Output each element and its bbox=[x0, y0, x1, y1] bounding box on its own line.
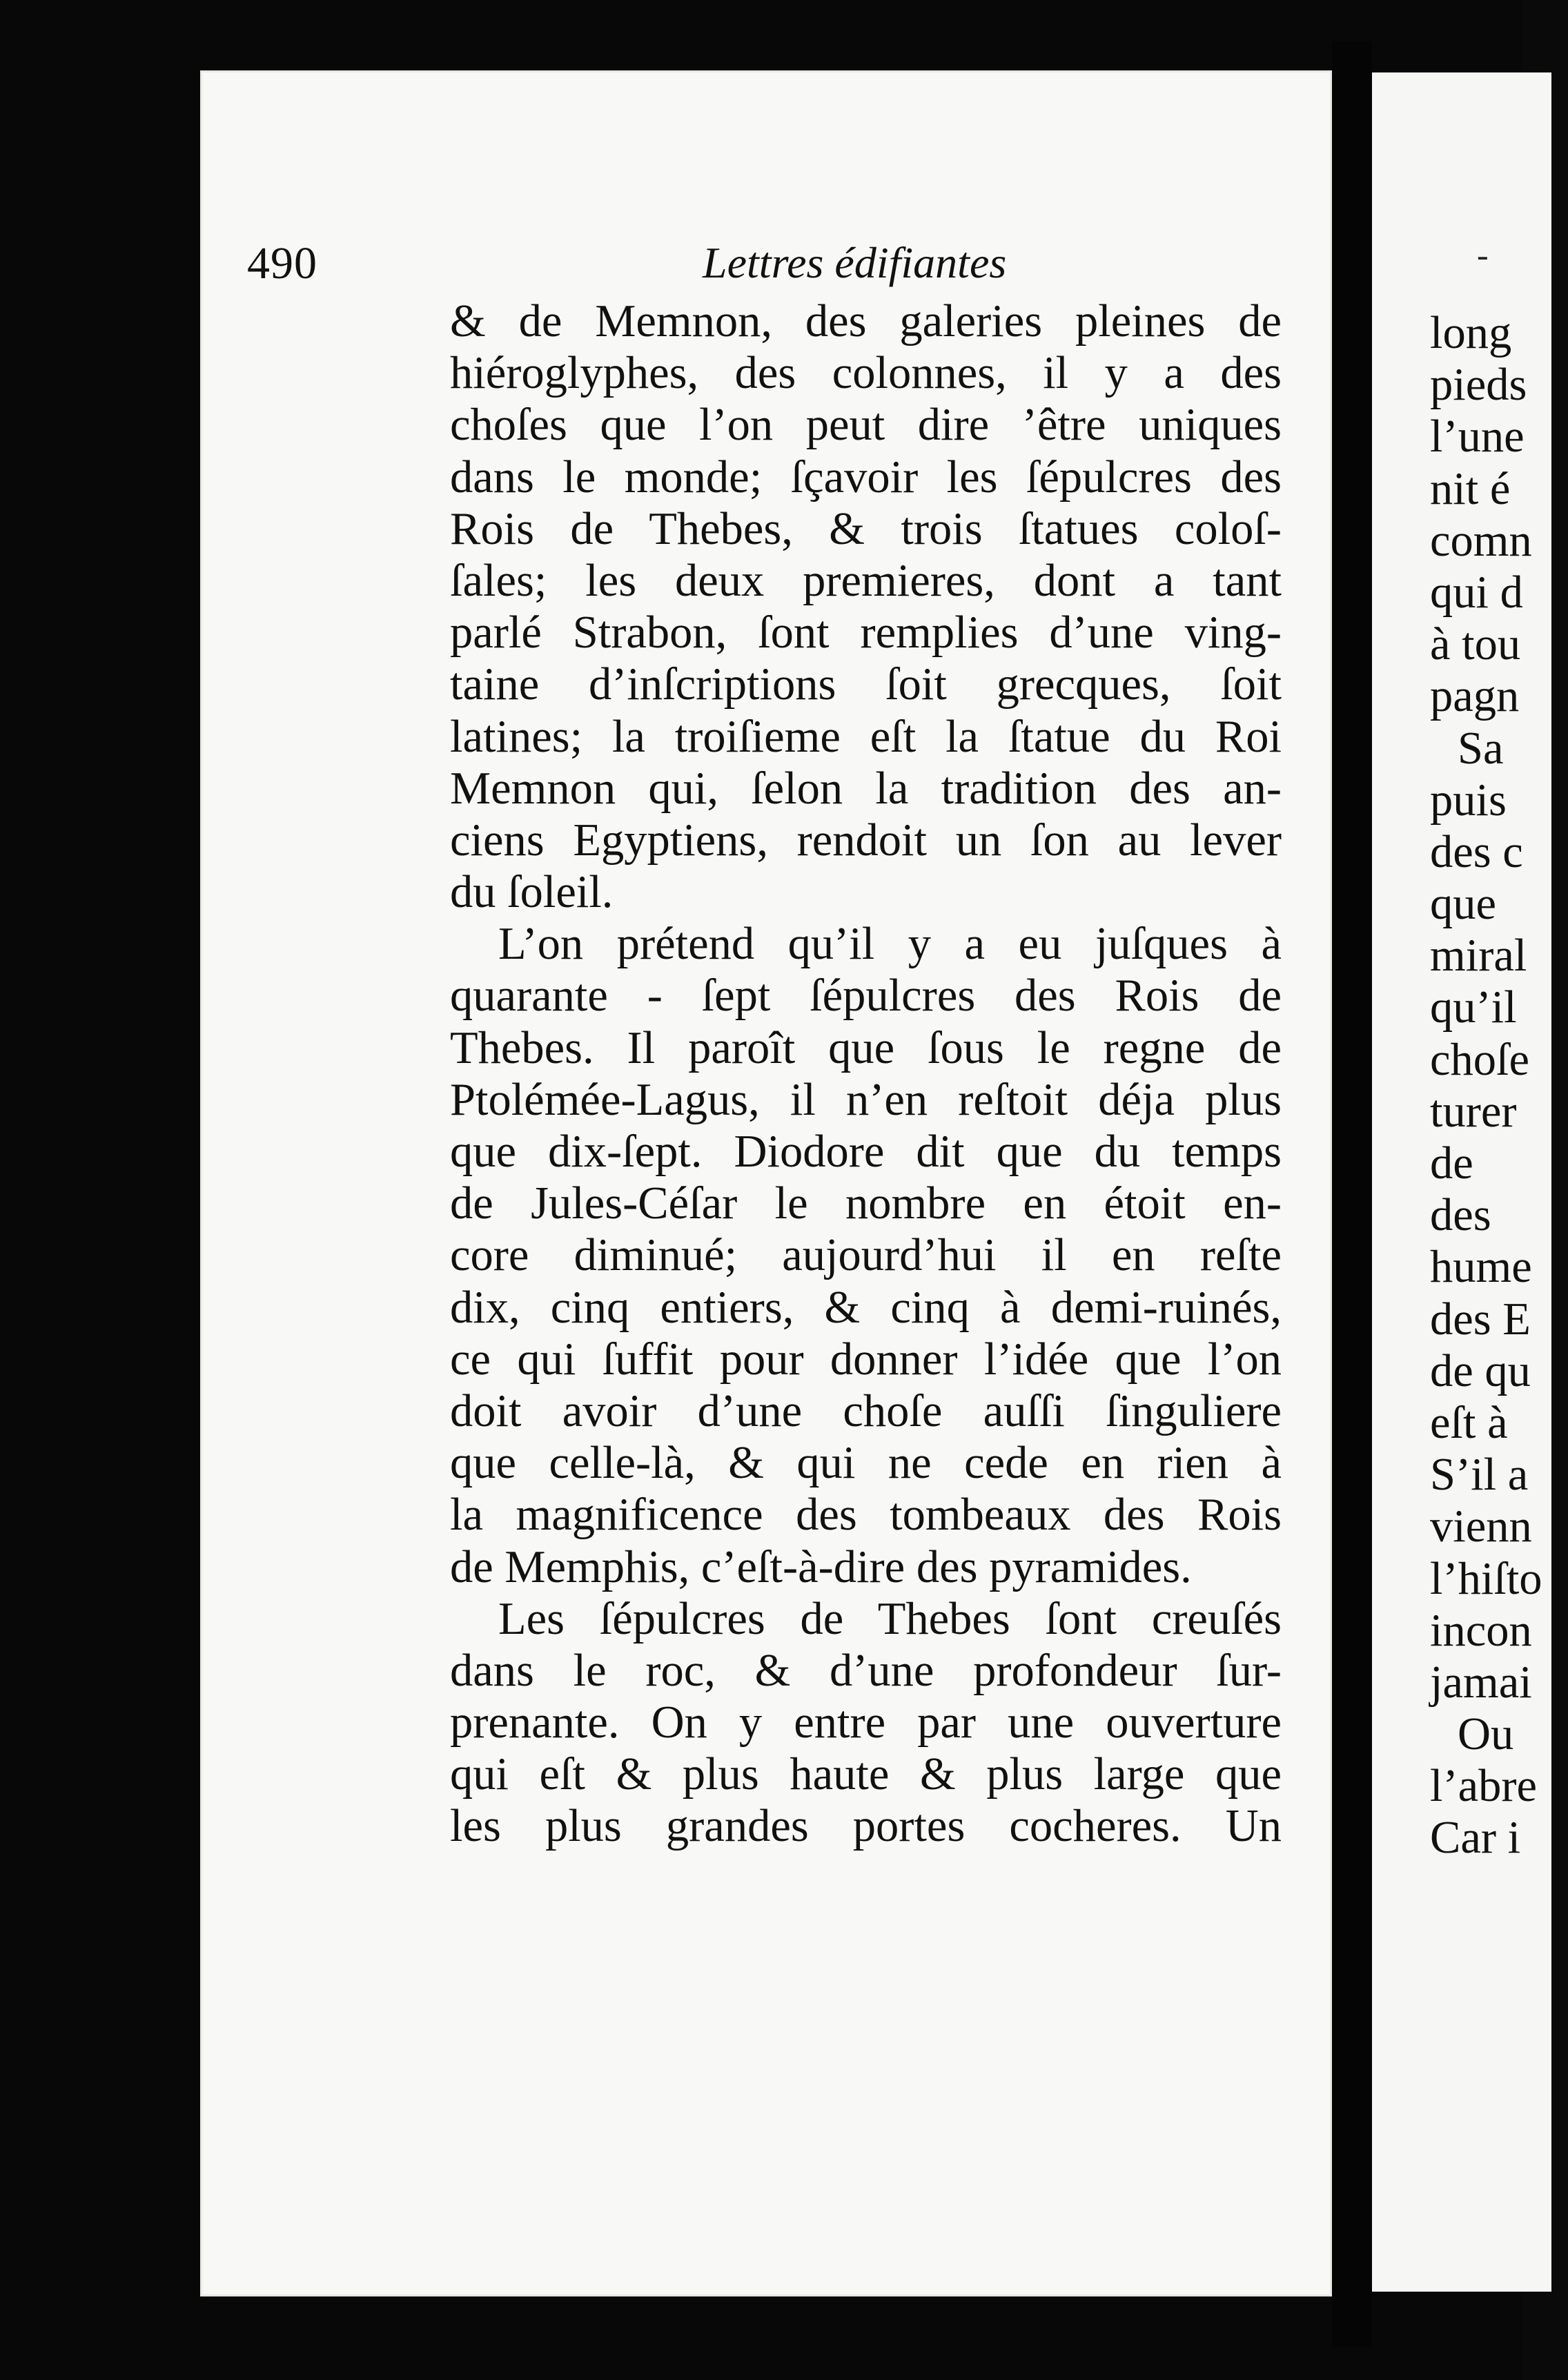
right-page-text-line: de bbox=[1430, 1138, 1473, 1189]
text-line: taine d’inſcriptions ſoit grecques, ſoit bbox=[450, 659, 1282, 710]
running-head bbox=[247, 235, 1286, 297]
text-line: latines; la troiſieme eſt la ſtatue du Roi bbox=[450, 711, 1282, 762]
text-line: ce qui ſuffit pour donner l’idée que l’on bbox=[450, 1334, 1282, 1385]
right-page-text-line: eſt à bbox=[1430, 1397, 1508, 1448]
text-line: ciens Egyptiens, rendoit un ſon au lever bbox=[450, 815, 1282, 866]
text-line: que celle-là, & qui ne cede en rien à bbox=[450, 1438, 1282, 1489]
text-line: L’on prétend qu’il y a eu juſques à bbox=[498, 919, 1282, 970]
text-line: les plus grandes portes cocheres. Un bbox=[450, 1801, 1282, 1852]
text-line: dix, cinq entiers, & cinq à demi-ruinés, bbox=[450, 1282, 1282, 1333]
right-page-text-line: incon bbox=[1430, 1605, 1532, 1656]
right-page-text-line: long bbox=[1430, 308, 1512, 358]
text-line: quarante - ſept ſépulcres des Rois de bbox=[450, 970, 1282, 1022]
text-line: & de Memnon, des galeries pleines de bbox=[450, 296, 1282, 347]
right-page-text-line: des bbox=[1430, 1190, 1491, 1241]
text-line: parlé Strabon, ſont remplies d’une ving- bbox=[450, 607, 1282, 659]
right-page-text-line: Car i bbox=[1430, 1813, 1521, 1864]
text-line: dans le monde; ſçavoir les ſépulcres des bbox=[450, 451, 1282, 503]
text-line: Thebes. Il paroît que ſous le regne de bbox=[450, 1022, 1282, 1073]
right-page-text-line: l’hiſto bbox=[1430, 1553, 1542, 1604]
text-line: la magnificence des tombeaux des Rois bbox=[450, 1490, 1282, 1541]
right-page-text-line: pieds bbox=[1430, 360, 1527, 411]
text-line: choſes que l’on peut dire ’être uniques bbox=[450, 400, 1282, 451]
right-page-text-line: Sa bbox=[1458, 723, 1504, 774]
text-line: que dix-ſept. Diodore dit que du temps bbox=[450, 1126, 1282, 1177]
text-line: de Jules-Céſar le nombre en étoit en- bbox=[450, 1178, 1282, 1229]
right-page-text-line: nit é bbox=[1430, 463, 1511, 514]
text-line: Rois de Thebes, & trois ſtatues coloſ- bbox=[450, 503, 1282, 554]
right-page-text-line: que bbox=[1430, 879, 1497, 930]
text-line: Memnon qui, ſelon la tradition des an- bbox=[450, 763, 1282, 814]
text-line: core diminué; aujourd’hui il en reſte bbox=[450, 1230, 1282, 1281]
text-line: du ſoleil. bbox=[450, 867, 614, 918]
text-line: prenante. On y entre par une ouverture bbox=[450, 1697, 1282, 1748]
text-line: hiéroglyphes, des colonnes, il y a des bbox=[450, 348, 1282, 399]
text-line: qui eſt & plus haute & plus large que bbox=[450, 1749, 1282, 1800]
right-page-text-line: vienn bbox=[1430, 1501, 1532, 1552]
right-page-text-line: qui d bbox=[1430, 567, 1523, 618]
right-page-text-line: S’il a bbox=[1430, 1450, 1529, 1501]
right-page-text-line: choſe bbox=[1430, 1034, 1530, 1085]
right-page-text-line: l’abre bbox=[1430, 1761, 1538, 1812]
right-page-body-text bbox=[1430, 307, 1568, 1864]
right-page-text-line: de qu bbox=[1430, 1345, 1531, 1396]
page-number: 490 bbox=[247, 238, 317, 289]
book-gutter bbox=[1332, 41, 1372, 2347]
text-line: Ptolémée-Lagus, il n’en reſtoit déja plus bbox=[450, 1074, 1282, 1125]
right-page-text-line: miral bbox=[1430, 930, 1527, 982]
right-page-text-line: à tou bbox=[1430, 619, 1521, 670]
text-line: de Memphis, c’eſt-à-dire des pyramides. bbox=[450, 1541, 1192, 1592]
right-page-text-line: hume bbox=[1430, 1242, 1532, 1293]
text-line: doit avoir d’une choſe auſſi ſinguliere bbox=[450, 1385, 1282, 1436]
right-page-text-line: puis bbox=[1430, 774, 1507, 826]
right-page-mark: - bbox=[1477, 235, 1489, 274]
right-page-text-line: comn bbox=[1430, 515, 1532, 566]
right-page-text-line: pagn bbox=[1430, 671, 1520, 722]
text-line: dans le roc, & d’une profondeur ſur- bbox=[450, 1645, 1282, 1696]
right-page-text-line: l’une bbox=[1430, 411, 1525, 462]
left-page-body-text bbox=[450, 295, 1282, 1853]
right-page-text-line: qu’il bbox=[1430, 982, 1517, 1033]
right-page-text-line: des E bbox=[1430, 1294, 1531, 1345]
right-page-text-line: turer bbox=[1430, 1086, 1517, 1137]
right-page-text-line: Ou bbox=[1458, 1709, 1514, 1760]
text-line: Les ſépulcres de Thebes ſont creuſés bbox=[498, 1593, 1282, 1644]
running-title: Lettres édifiantes bbox=[703, 238, 1007, 287]
text-line: ſales; les deux premieres, dont a tant bbox=[450, 555, 1282, 606]
right-page-text-line: des c bbox=[1430, 826, 1523, 877]
right-page-text-line: jamai bbox=[1430, 1657, 1532, 1708]
